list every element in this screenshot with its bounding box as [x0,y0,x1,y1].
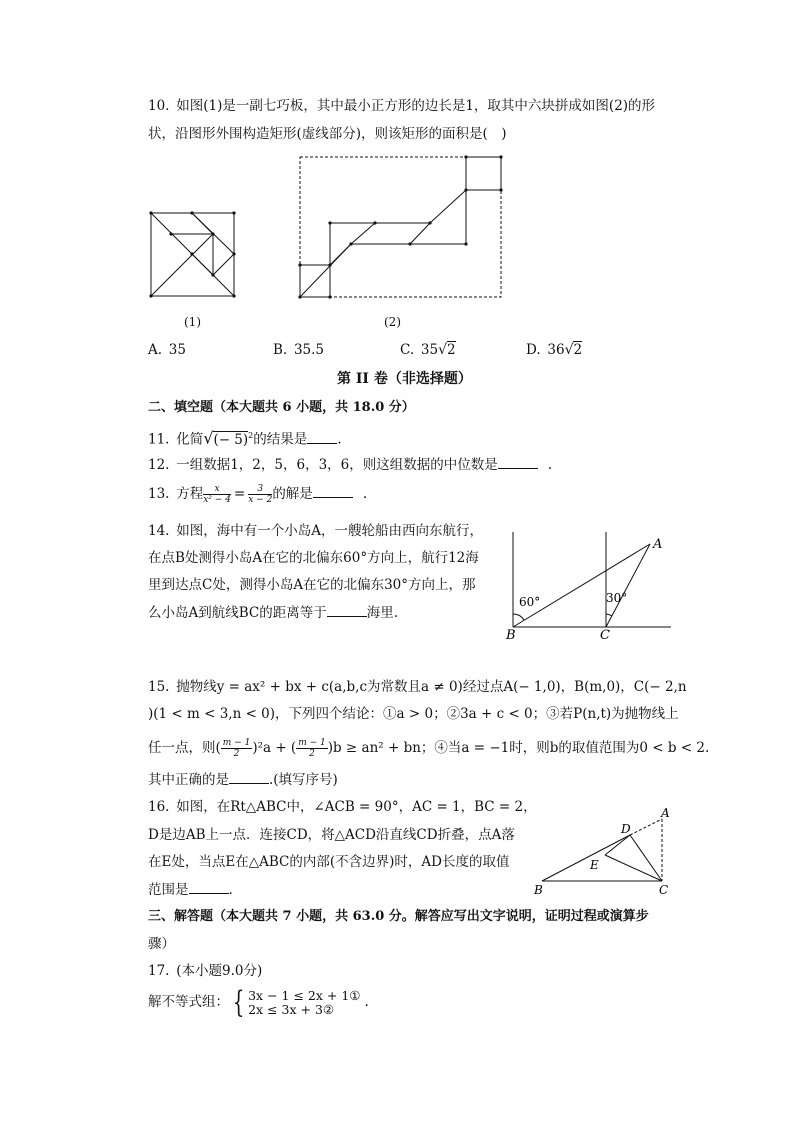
q13-end: . [362,486,368,502]
q10-option-c [400,341,456,359]
q15-answer-blank[interactable] [229,770,269,784]
tangram-figure-2 [299,156,503,298]
q15-line4-pre: 其中正确的是 [148,772,229,788]
sqrt-radicand: 2 [447,342,456,358]
q10-option-b: B. 35.5 [273,342,325,358]
q16-line2: D是边AB上一点．连接CD，将△ACD沿直线CD折叠，点A落 [148,827,515,843]
q17-pre: 解不等式组： [148,994,229,1010]
q14-answer-blank[interactable] [327,603,367,617]
q17-system [148,984,369,1020]
q14-figure [505,530,675,642]
fig2-label: (2) [384,315,401,329]
q11-end: . [337,431,342,448]
q11-answer-blank[interactable] [307,430,337,444]
part2-title: 第 II 卷（非选择题） [337,371,472,387]
q15-line4 [148,770,338,789]
q15-fraction-1: $\frac{m - 1}{2}$ [222,738,251,759]
q16-answer-blank[interactable] [189,880,229,894]
q10-line2: 状，沿图形外围构造矩形(虚线部分)，则该矩形的面积是( ) [148,126,507,142]
q14-label-c: C [600,628,610,643]
q16-label-c: C [659,883,669,897]
tangram-figure-1 [150,212,236,298]
q16-label-e: E [590,858,599,872]
q10-option-d [526,341,582,359]
q12-end: . [547,457,553,473]
q15-line3-mid: )²a + ( [252,740,297,756]
q15-line4-post: .(填写序号) [269,772,338,788]
q13-equals: = [233,486,246,502]
q15-line3-post: )b ≥ an² + bn；④当a = −1时，则b的取值范围为0 < b < 2. [327,740,710,756]
q17-end: . [364,994,369,1010]
q16-label-a: A [661,806,670,820]
q16-line4-post: . [228,882,233,898]
q14-line2: 在点B处测得小岛A在它的北偏东60°方向上，航行12海 [148,550,479,566]
q13-fraction-left: $\frac{x}{\text{x² − 4}}$ [203,484,231,505]
section3-heading-line2: 骤） [148,936,175,952]
q14-label-b: B [506,628,516,643]
q15-line1: 15. 抛物线y = ax² + bx + c(a,b,c为常数且a ≠ 0)经过点A(− 1,0)，B(m,0)，C(− 2,n [148,679,687,695]
q13-answer-blank[interactable] [313,484,353,498]
q14-label-a: A [653,537,663,552]
sqrt-sign: √ [564,342,574,358]
q10-option-c-text: C. 35 [400,342,439,358]
q11-pre: 11. 化简 [148,431,204,448]
q14-line4-pre: 么小岛A到航线BC的距离等于 [148,605,327,621]
fig1-label: (1) [184,315,201,329]
q17-title: 17. (本小题9.0分) [148,963,263,979]
q17-inequality-1: 3x − 1 ≤ 2x + 1① [248,987,361,1003]
q15-line3 [148,738,709,759]
sqrt-sign: √ [438,342,447,358]
q16-line4 [148,880,233,899]
q14-angle-30: 30° [606,591,628,605]
q14-angle-60: 60° [519,595,541,609]
q16-line4-pre: 范围是 [148,882,189,898]
q12-answer-blank[interactable] [498,455,538,469]
sqrt-radicand: 2 [573,342,583,358]
brace-icon: { [232,984,245,1020]
q11-exponent: 2 [248,431,254,440]
section2-heading: 二、填空题（本大题共 6 小题，共 18.0 分） [148,400,415,415]
q11-radicand: (− 5) [213,431,249,448]
q15-line2: )(1 < m < 3,n < 0)，下列四个结论：①a > 0；②3a + c < 0；③若P(n,t)为抛物线上 [148,706,679,722]
q10-option-d-text: D. 36 [526,342,565,358]
q12 [148,455,552,474]
q10-line1: 10. 如图(1)是一副七巧板，其中最小正方形的边长是1，取其中六块拼成如图(2)的形 [148,98,656,114]
q15-fraction-2: $\frac{m - 1}{2}$ [298,738,326,759]
q14-line3: 里到达点C处，测得小岛A在它的北偏东30°方向上，那 [148,577,476,593]
q12-text: 12. 一组数据1，2，5，6，3，6，则这组数据的中位数是 [148,457,498,473]
q14-line4 [148,603,398,622]
q13-pre: 13. 方程 [148,486,204,502]
q13 [148,484,367,505]
q11 [148,427,342,449]
q14-line1: 14. 如图，海中有一个小岛A，一艘轮船由西向东航行， [148,523,483,539]
q16-figure [530,805,675,897]
q16-label-b: B [534,883,543,897]
q11-post: 的结果是 [253,431,308,448]
q10-option-a: A. 35 [148,342,186,358]
q16-line3: 在E处，当点E在△ABC的内部(不含边界)时，AD长度的取值 [148,854,510,870]
q13-fraction-right: $\frac{3}{x - 2}$ [248,484,273,505]
q17-inequality-2: 2x ≤ 3x + 3② [248,1001,335,1017]
q17-inequalities [248,989,360,1017]
q16-line1: 16. 如图，在Rt△ABC中，∠ACB = 90°，AC = 1，BC = 2， [148,799,537,815]
q16-label-d: D [621,822,631,836]
q13-post: 的解是 [272,486,313,502]
sqrt-sign: √ [203,428,214,448]
q15-line3-pre: 任一点，则( [148,740,221,756]
q14-line4-post: 海里. [366,605,399,621]
section3-heading-line1: 三、解答题（本大题共 7 小题，共 63.0 分。解答应写出文字说明，证明过程或演算步 [148,909,649,924]
